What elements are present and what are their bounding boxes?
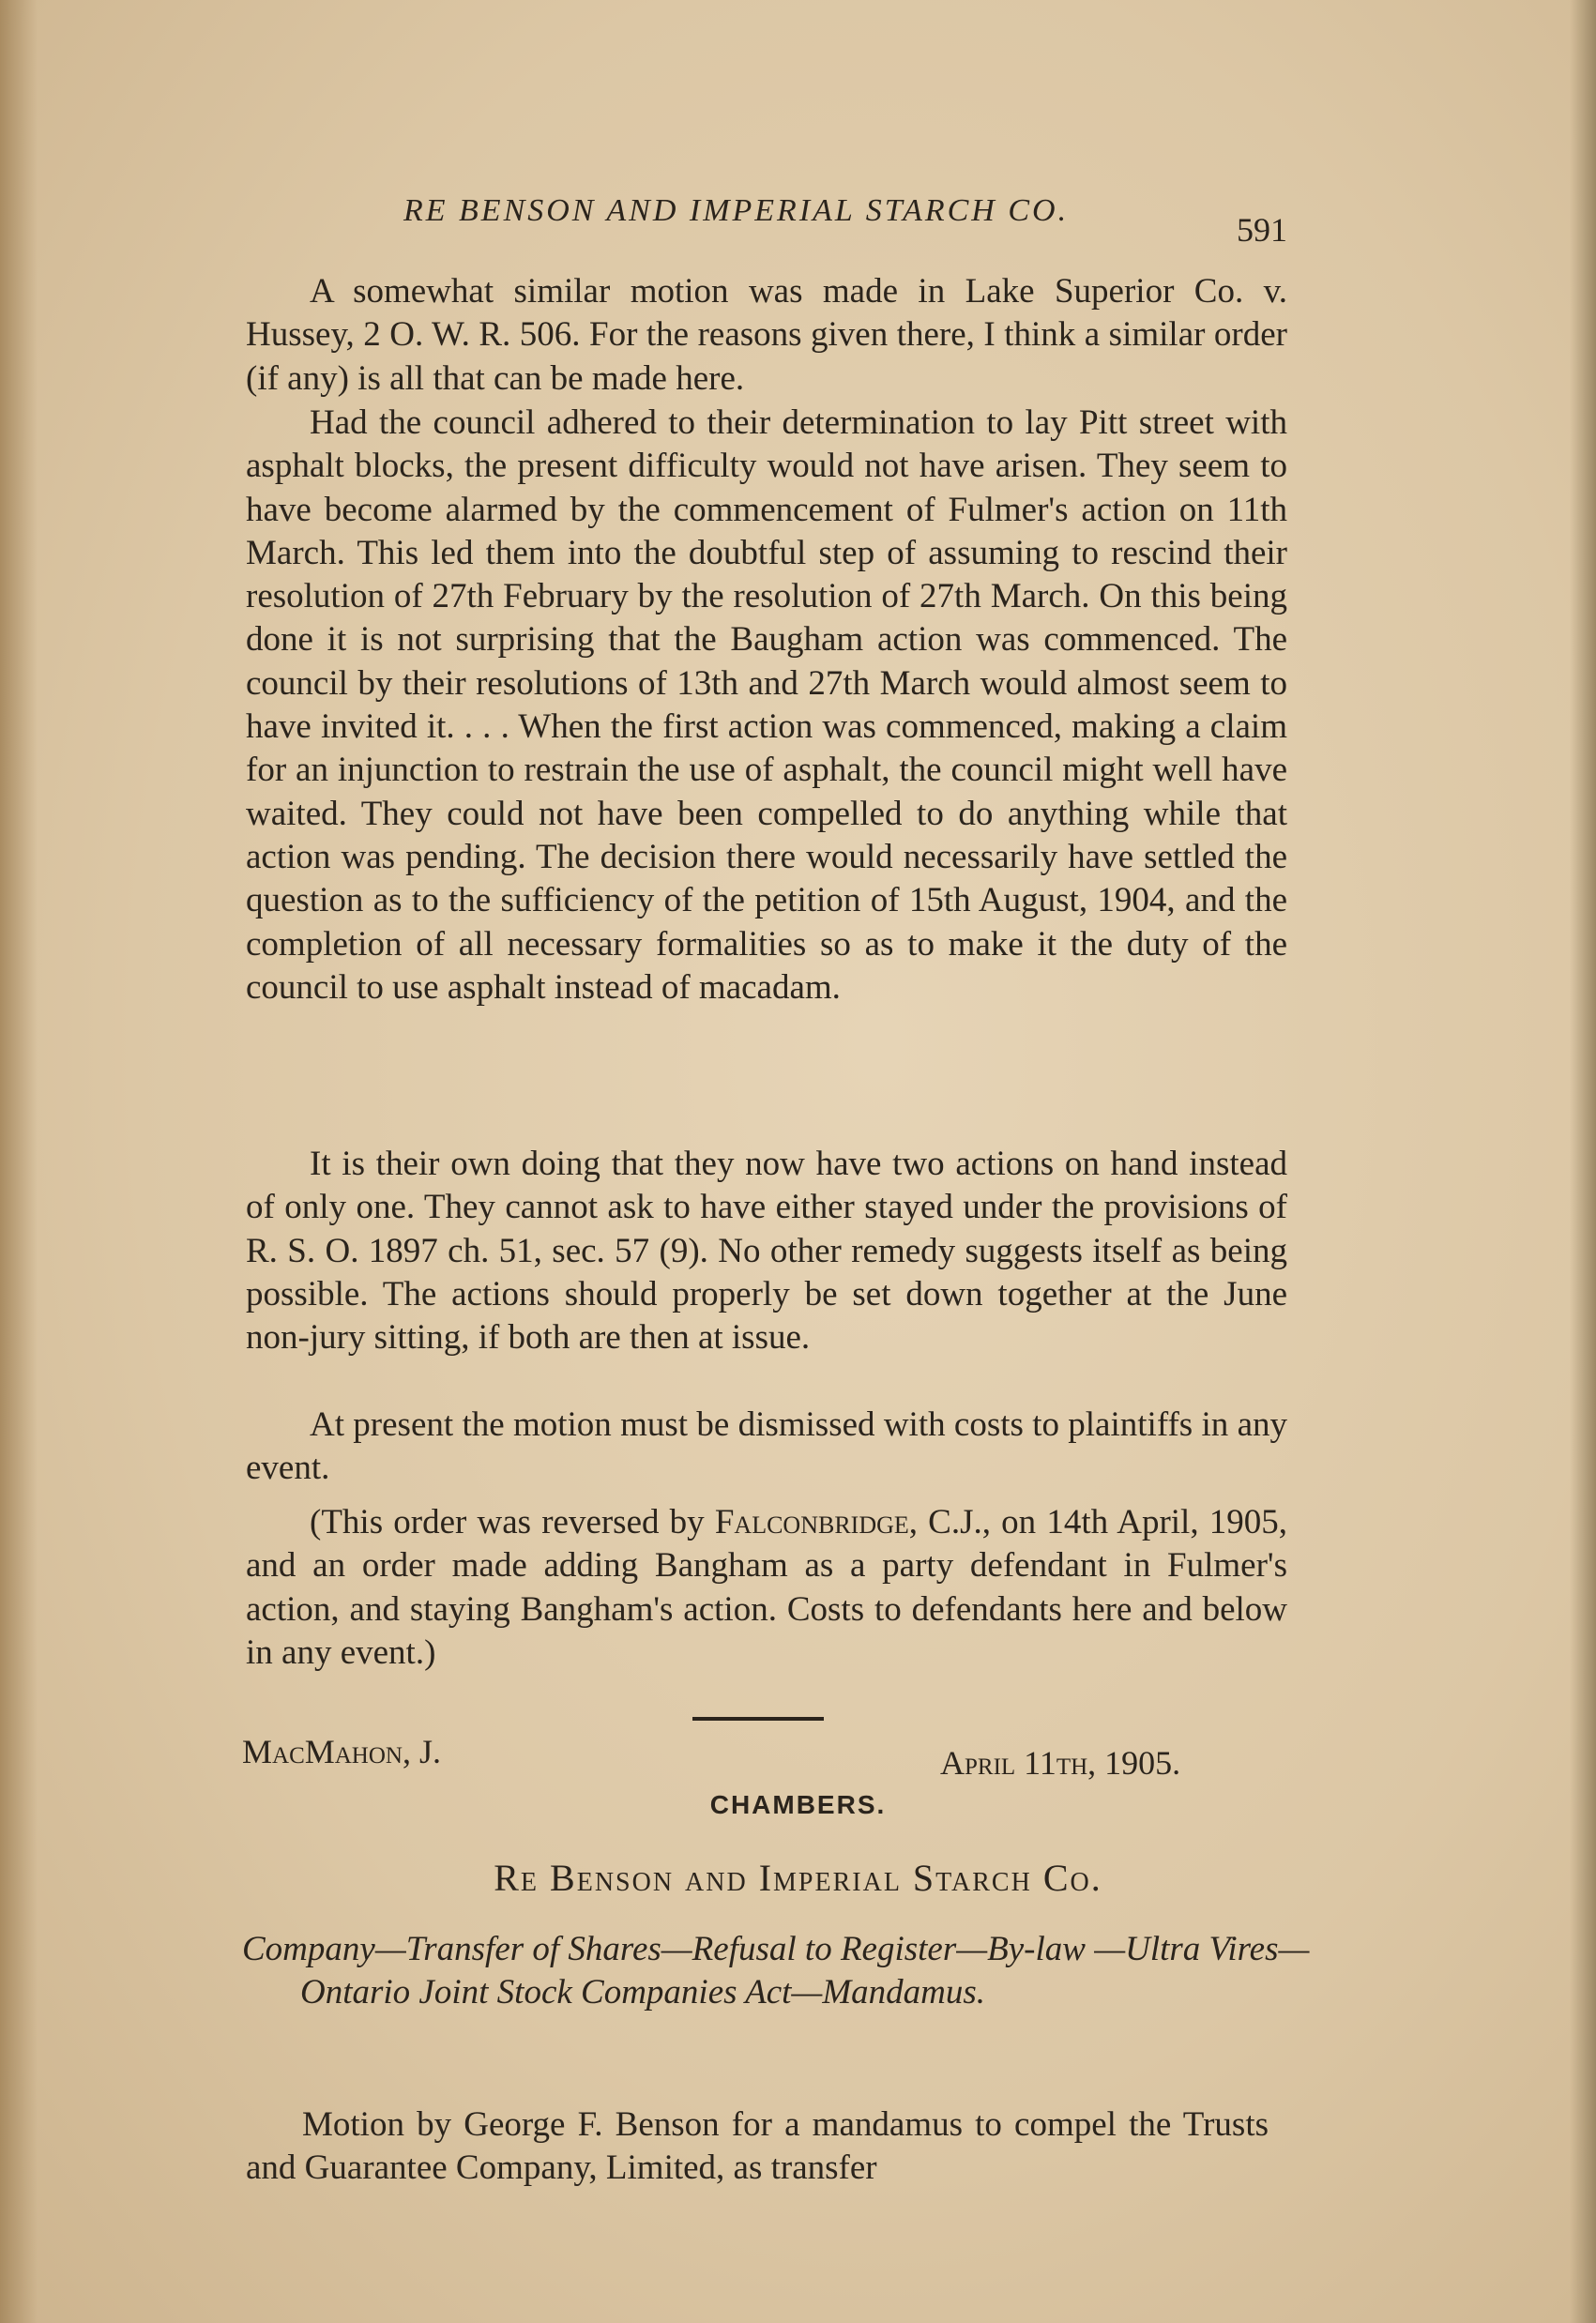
date-line: April 11th, 1905. — [940, 1744, 1181, 1782]
paragraph: Had the council adhered to their determination to lay Pitt street with asphalt blocks, the present difficulty would not have arisen. They seem to have become alarmed by the commencement of Fulmer's action on 11th March. This led them into the doubtful step of assuming to rescind their resolution of 27th February by the resolution of 27th March. On this being done it is not surprising that the Baugham action was commenced. The council by their resolutions of 13th and 27th March would almost seem to have invited it. . . . When the first action was commenced, making a claim for an injunction to restrain the use of asphalt, the council might well have waited. They could not have been compelled to do anything while that action was pending. The decision there would necessarily have settled the question as to the sufficiency of the petition of 15th August, 1904, and the completion of all necessary formalities so as to make it the duty of the council to use asphalt instead of macadam. — [246, 403, 1287, 1007]
opinion-text-2 — [246, 402, 1287, 1010]
judge-line: MacMahon, J. — [242, 1733, 441, 1770]
section-divider — [692, 1717, 824, 1721]
motion-paragraph: Motion by George F. Benson for a mandamus to compel the Trusts and Guarantee Company, Limited, as transfer — [246, 2105, 1269, 2187]
page-number: 591 — [1237, 211, 1287, 249]
headnote: Company—Transfer of Shares—Refusal to Register—By-law —Ultra Vires—Ontario Joint Stock Companies Act—Mandamus. — [242, 1930, 1310, 2012]
opinion-text-4 — [246, 1404, 1287, 1491]
paragraph: It is their own doing that they now have two actions on hand instead of only one. They cannot ask to have either stayed under the provisions of R. S. O. 1897 ch. 51, sec. 57 (9). No other remedy suggests itself as being possible. The actions should properly be set down together at the June non-jury sitting, if both are then at issue. — [246, 1145, 1287, 1358]
case-title: Re Benson and Imperial Starch Co. — [494, 1857, 1102, 1899]
opinion-text-3 — [246, 1143, 1287, 1359]
reversal-text-after: , C.J., on 14th April, 1905, and an order made adding Bangham as a party defendant in Fulmer's action, and staying Bangham's action. Costs to defendants here and below in any event.) — [246, 1503, 1287, 1672]
paragraph: At present the motion must be dismissed with costs to plaintiffs in any event. — [246, 1405, 1287, 1488]
page-edge — [1570, 0, 1596, 2323]
paragraph: A somewhat similar motion was made in Lake Superior Co. v. Hussey, 2 O. W. R. 506. For the reasons given there, I think a similar order (if any) is all that can be made here. — [246, 272, 1287, 398]
reversal-note — [246, 1501, 1287, 1675]
spine-shadow — [0, 0, 38, 2323]
running-head: RE BENSON AND IMPERIAL STARCH CO. — [403, 193, 1070, 228]
reversal-paragraph — [246, 1501, 1287, 1675]
opinion-text-1 — [246, 270, 1287, 401]
chambers-heading: CHAMBERS. — [709, 1790, 887, 1819]
reversal-text-before: (This order was reversed by — [310, 1503, 715, 1541]
reversal-judge: Falconbridge — [714, 1503, 909, 1541]
